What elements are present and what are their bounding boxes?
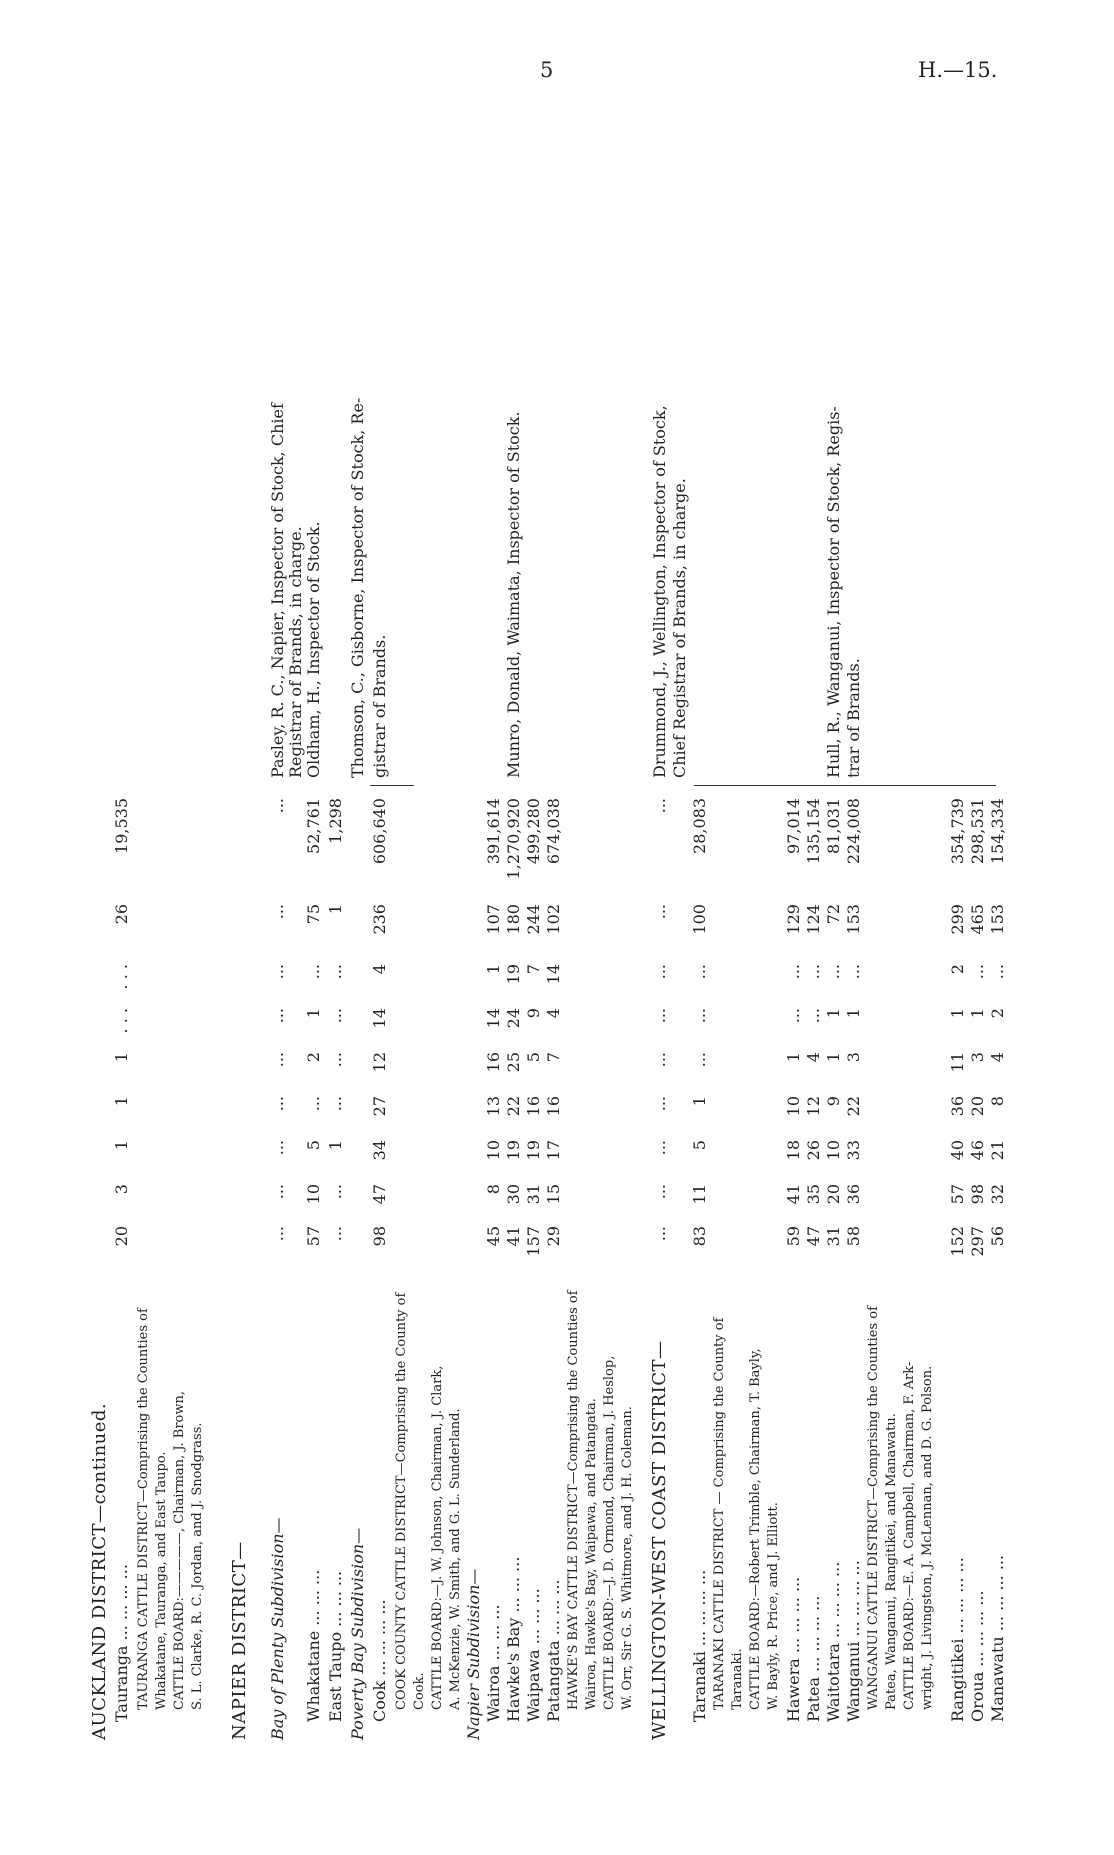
inspector-note: Chief Registrar of Brands, in charge. [670,478,689,778]
cell-n9: 224,008 [844,798,863,865]
cell-n4: 22 [844,1096,863,1117]
cell-n5: ... [650,1052,669,1068]
stock-table [80,110,1007,1740]
table-row [728,110,748,1740]
cell-n9: 97,014 [784,798,803,854]
row-label: Patea ... ... ... ... [804,1595,823,1722]
cell-n8: 244 [524,904,543,935]
cell-n1: 59 [784,1226,803,1247]
row-label: Rangitikei ... ... ... ... [948,1557,967,1722]
table-row [948,110,968,1740]
row-label: COOK COUNTY CATTLE DISTRICT—Comprising the County of [394,1292,409,1710]
cell-n6: ... [268,1008,287,1024]
table-row [188,110,208,1740]
cell-n7: ... [824,964,843,980]
row-label: A. McKenzie, W. Smith, and G. L. Sunderland. [448,1408,463,1710]
cell-n8: 1 [326,904,345,915]
table-row [710,110,730,1740]
inspector-note: Thomson, C., Gisborne, Inspector of Stock, Re- [348,397,367,778]
cell-n3: 40 [948,1140,967,1161]
inspector-note: Oldham, H., Inspector of Stock. [304,521,323,778]
cell-n4: ... [268,1096,287,1112]
cell-n2: 41 [784,1184,803,1205]
cell-n3: 1 [326,1140,345,1151]
cell-n4: 16 [544,1096,563,1117]
cell-n2: 30 [504,1184,523,1205]
cell-n1: 20 [112,1226,131,1247]
row-label: Manawatu ... ... ... ... [988,1554,1007,1722]
page-number: 5 [540,58,554,82]
cell-n1: 58 [844,1226,863,1247]
cell-n1: 152 [948,1226,967,1257]
row-label: Wairoa ... ... ... [484,1604,503,1722]
cell-n6: 1 [304,1008,323,1019]
cell-n8: 236 [370,904,389,935]
table-row [304,110,324,1740]
cell-n9: ... [650,798,669,814]
cell-n5: 25 [504,1052,523,1073]
cell-n2: 57 [948,1184,967,1205]
cell-n2: 35 [804,1184,823,1205]
row-label: Cook ... ... ... ... [370,1599,389,1722]
cell-n2: 36 [844,1184,863,1205]
cell-n4: 12 [804,1096,823,1117]
row-label: WANGANUI CATTLE DISTRICT—Comprising the Counties of [866,1306,881,1710]
table-row [464,110,484,1740]
cell-n8: 72 [824,904,843,925]
row-label: Tauranga ... ... ... ... [112,1564,131,1722]
table-row [824,110,844,1740]
cell-n8: 102 [544,904,563,935]
cell-n3: 21 [988,1140,1007,1161]
inspector-note: Drummond, J., Wellington, Inspector of Stock, [650,405,669,778]
cell-n7: 1 [484,964,503,975]
cell-n8: 153 [844,904,863,935]
cell-n1: 41 [504,1226,523,1247]
table-row [410,110,430,1740]
cell-n9: 52,761 [304,798,323,854]
cell-n7: 2 [948,964,967,975]
row-label: CATTLE BOARD:—E. A. Campbell, Chairman, F. Ark- [902,1361,917,1710]
cell-n1: 157 [524,1226,543,1257]
cell-n5: 4 [804,1052,823,1063]
table-row [152,110,172,1740]
table-row [600,110,620,1740]
cell-n3: 10 [824,1140,843,1161]
cell-n4: 8 [988,1096,1007,1107]
inspector-note: Pasley, R. C., Napier, Inspector of Stock, Chief [268,403,287,778]
cell-n5: 3 [968,1052,987,1063]
table-row [690,110,710,1740]
cell-n1: ... [650,1226,669,1242]
cell-n4: 10 [784,1096,803,1117]
cell-n1: 297 [968,1226,987,1257]
table-row [286,110,306,1740]
cell-n5: 5 [524,1052,543,1063]
cell-n6: ... [650,1008,669,1024]
table-row [900,110,920,1740]
cell-n4: 1 [112,1096,131,1107]
row-label: WELLINGTON-WEST COAST DISTRICT— [649,1340,670,1740]
row-label: wright, J. Livingston, J. McLennan, and D. G. Polson. [920,1365,935,1710]
table-row [670,110,690,1740]
cell-n5: 2 [304,1052,323,1063]
row-label: Oroua ... ... ... ... [968,1590,987,1722]
table-row [428,110,448,1740]
cell-n4: 27 [370,1096,389,1117]
cell-n3: 5 [690,1140,709,1151]
cell-n1: 56 [988,1226,1007,1247]
cell-n8: 107 [484,904,503,935]
row-label: Wanganui ... ... ... ... [844,1560,863,1722]
cell-n7: 14 [544,964,563,985]
cell-n7: 19 [504,964,523,985]
cell-n6: ... [690,1008,709,1024]
cell-n6: 2 [988,1008,1007,1019]
cell-n2: 3 [112,1184,131,1195]
row-label: W. Orr, Sir G. S. Whitmore, and J. H. Coleman. [620,1406,635,1710]
cell-n1: 29 [544,1226,563,1247]
cell-n3: 17 [544,1140,563,1161]
cell-n6: ... [784,1008,803,1024]
row-label: CATTLE BOARD:—J. W. Johnson, Chairman, J. Clark, [430,1365,445,1710]
cell-n4: 36 [948,1096,967,1117]
cell-n7: ... [988,964,1007,980]
table-row [446,110,466,1740]
row-label: Bay of Plenty Subdivision— [268,1517,287,1740]
table-row [348,110,368,1740]
row-label: East Taupo ... ... ... [326,1570,345,1722]
cell-n5: 16 [484,1052,503,1073]
table-row [268,110,288,1740]
cell-n3: 26 [804,1140,823,1161]
cell-n2: 10 [304,1184,323,1205]
table-row [650,110,670,1740]
row-label: CATTLE BOARD:—J. D. Ormond, Chairman, J. Heslop, [602,1355,617,1710]
cell-n8: 100 [690,904,709,935]
table-row [392,110,412,1740]
cell-n9: 391,614 [484,798,503,865]
cell-n4: 1 [690,1096,709,1107]
cell-n8: 153 [988,904,1007,935]
cell-n1: 31 [824,1226,843,1247]
cell-n8: 129 [784,904,803,935]
cell-n2: 47 [370,1184,389,1205]
cell-n7: ... [690,964,709,980]
cell-n1: 47 [804,1226,823,1247]
cell-n5: 11 [948,1052,967,1073]
row-label: Waipawa ... ... ... [524,1588,543,1722]
cell-n6: 4 [544,1008,563,1019]
cell-n9: 19,535 [112,798,131,854]
cell-n2: 31 [524,1184,543,1205]
cell-n7: 7 [524,964,543,975]
table-row [326,110,346,1740]
cell-n7: ... [844,964,863,980]
cell-n6: 14 [484,1008,503,1029]
table-row [784,110,804,1740]
cell-n5: ... [268,1052,287,1068]
cell-n8: 75 [304,904,323,925]
document-code: H.—15. [918,58,998,82]
cell-n1: 83 [690,1226,709,1247]
cell-n7: ... [326,964,345,980]
table-row [134,110,154,1740]
cell-n7: ... [268,964,287,980]
cell-n8: 180 [504,904,523,935]
cell-n5: 1 [112,1052,131,1063]
cell-n3: 19 [524,1140,543,1161]
cell-n1: ... [326,1226,345,1242]
cell-n4: ... [326,1096,345,1112]
row-label: Whakatane, Tauranga, and East Taupo. [154,1451,169,1710]
cell-n4: 16 [524,1096,543,1117]
row-label: Waitotara ... ... ... ... [824,1561,843,1722]
row-label: Patea, Wanganui, Rangitikei, and Manawatu. [884,1413,899,1710]
cell-n9: 298,531 [968,798,987,865]
row-label: Napier Subdivision— [464,1568,483,1740]
row-label: S. L. Clarke, R. C. Jordan, and J. Snodgrass. [190,1422,205,1710]
cell-n2: 8 [484,1184,503,1195]
table-row [804,110,824,1740]
cell-n7: . . . [112,964,131,990]
cell-n5: 12 [370,1052,389,1073]
cell-n7: ... [650,964,669,980]
cell-n9: 154,334 [988,798,1007,865]
cell-n3: 18 [784,1140,803,1161]
cell-n9: 1,270,920 [504,798,523,880]
cell-n3: 33 [844,1140,863,1161]
cell-n8: ... [650,904,669,920]
cell-n2: 11 [690,1184,709,1205]
cell-n3: 10 [484,1140,503,1161]
table-row [618,110,638,1740]
cell-n4: 20 [968,1096,987,1117]
table-row [918,110,938,1740]
table-row [544,110,564,1740]
cell-n4: 13 [484,1096,503,1117]
cell-n7: ... [804,964,823,980]
cell-n9: 499,280 [524,798,543,865]
cell-n6: 1 [824,1008,843,1019]
table-row [864,110,884,1740]
table-row [90,110,110,1740]
cell-n2: 98 [968,1184,987,1205]
cell-n3: 34 [370,1140,389,1161]
row-label: Taranaki. [730,1648,745,1710]
cell-n3: 1 [112,1140,131,1151]
row-label: CATTLE BOARD:—Robert Trimble, Chairman, T. Bayly, [748,1348,763,1710]
row-label: TAURANGA CATTLE DISTRICT—Comprising the Counties of [136,1308,151,1710]
cell-n9: 135,154 [804,798,823,865]
table-row [988,110,1008,1740]
row-label: TARANAKI CATTLE DISTRICT — Comprising the County of [712,1317,727,1710]
table-row [968,110,988,1740]
cell-n2: ... [650,1184,669,1200]
row-label: W. Bayly, R. Price, and J. Elliott. [766,1502,781,1710]
row-label: HAWKE'S BAY CATTLE DISTRICT—Comprising the Counties of [566,1290,581,1710]
cell-n1: ... [268,1226,287,1242]
cell-n1: 98 [370,1226,389,1247]
cell-n6: 1 [968,1008,987,1019]
row-label: AUCKLAND DISTRICT—continued. [89,1402,110,1740]
cell-n2: ... [268,1184,287,1200]
cell-n2: 20 [824,1184,843,1205]
row-label: Hawera ... ... ... ... [784,1576,803,1722]
cell-n7: ... [968,964,987,980]
row-label: Hawke's Bay ... ... ... [504,1556,523,1722]
table-row [112,110,132,1740]
cell-n2: 15 [544,1184,563,1205]
row-label: Wairoa, Hawke's Bay, Waipawa, and Patangata. [584,1398,599,1710]
table-row [230,110,250,1740]
cell-n6: ... [804,1008,823,1024]
row-label: Patangata ... ... ... [544,1579,563,1722]
table-row [170,110,190,1740]
cell-n8: 465 [968,904,987,935]
table-row [882,110,902,1740]
cell-n5: 3 [844,1052,863,1063]
cell-n5: 4 [988,1052,1007,1063]
cell-n6: 14 [370,1008,389,1029]
row-label: Cook. [412,1672,427,1710]
inspector-note: Hull, R., Wanganui, Inspector of Stock, Regis- [824,406,843,778]
cell-n7: ... [304,964,323,980]
row-label: Whakatane ... ... ... [304,1569,323,1722]
cell-n8: ... [268,904,287,920]
inspector-note: gistrar of Brands. [370,634,389,778]
table-row [524,110,544,1740]
cell-n1: 57 [304,1226,323,1247]
cell-n9: 1,298 [326,798,345,844]
group-brace [694,785,996,786]
cell-n2: 32 [988,1184,1007,1205]
table-row [764,110,784,1740]
cell-n5: 1 [824,1052,843,1063]
cell-n4: ... [304,1096,323,1112]
cell-n3: 19 [504,1140,523,1161]
cell-n2: ... [326,1184,345,1200]
cell-n3: 46 [968,1140,987,1161]
cell-n9: 28,083 [690,798,709,854]
cell-n5: 1 [784,1052,803,1063]
cell-n5: ... [690,1052,709,1068]
row-label: Poverty Bay Subdivision— [348,1527,367,1740]
cell-n5: 7 [544,1052,563,1063]
inspector-note: trar of Brands. [844,658,863,778]
table-row [484,110,504,1740]
cell-n6: . . . [112,1008,131,1034]
cell-n9: 674,038 [544,798,563,865]
cell-n9: ... [268,798,287,814]
cell-n6: 9 [524,1008,543,1019]
table-row [746,110,766,1740]
row-label: NAPIER DISTRICT— [229,1541,250,1740]
row-label: Taranaki ... ... ... ... [690,1569,709,1722]
table-row [582,110,602,1740]
table-row [564,110,584,1740]
cell-n4: 22 [504,1096,523,1117]
cell-n6: 1 [948,1008,967,1019]
cell-n7: ... [784,964,803,980]
cell-n8: 26 [112,904,131,925]
cell-n8: 124 [804,904,823,935]
group-brace [370,785,414,786]
table-row [504,110,524,1740]
cell-n9: 81,031 [824,798,843,854]
cell-n9: 354,739 [948,798,967,865]
cell-n7: 4 [370,964,389,975]
cell-n6: ... [326,1008,345,1024]
cell-n4: 9 [824,1096,843,1107]
cell-n6: 24 [504,1008,523,1029]
table-row [844,110,864,1740]
cell-n4: ... [650,1096,669,1112]
cell-n5: ... [326,1052,345,1068]
cell-n9: 606,640 [370,798,389,865]
table-row [370,110,390,1740]
row-label: CATTLE BOARD:—————, Chairman, J. Brown, [172,1390,187,1710]
cell-n3: ... [650,1140,669,1156]
cell-n1: 45 [484,1226,503,1247]
inspector-note: Registrar of Brands, in charge. [286,526,305,778]
cell-n3: 5 [304,1140,323,1151]
inspector-note: Munro, Donald, Waimata, Inspector of Stock. [504,411,523,778]
cell-n6: 1 [844,1008,863,1019]
cell-n8: 299 [948,904,967,935]
cell-n3: ... [268,1140,287,1156]
